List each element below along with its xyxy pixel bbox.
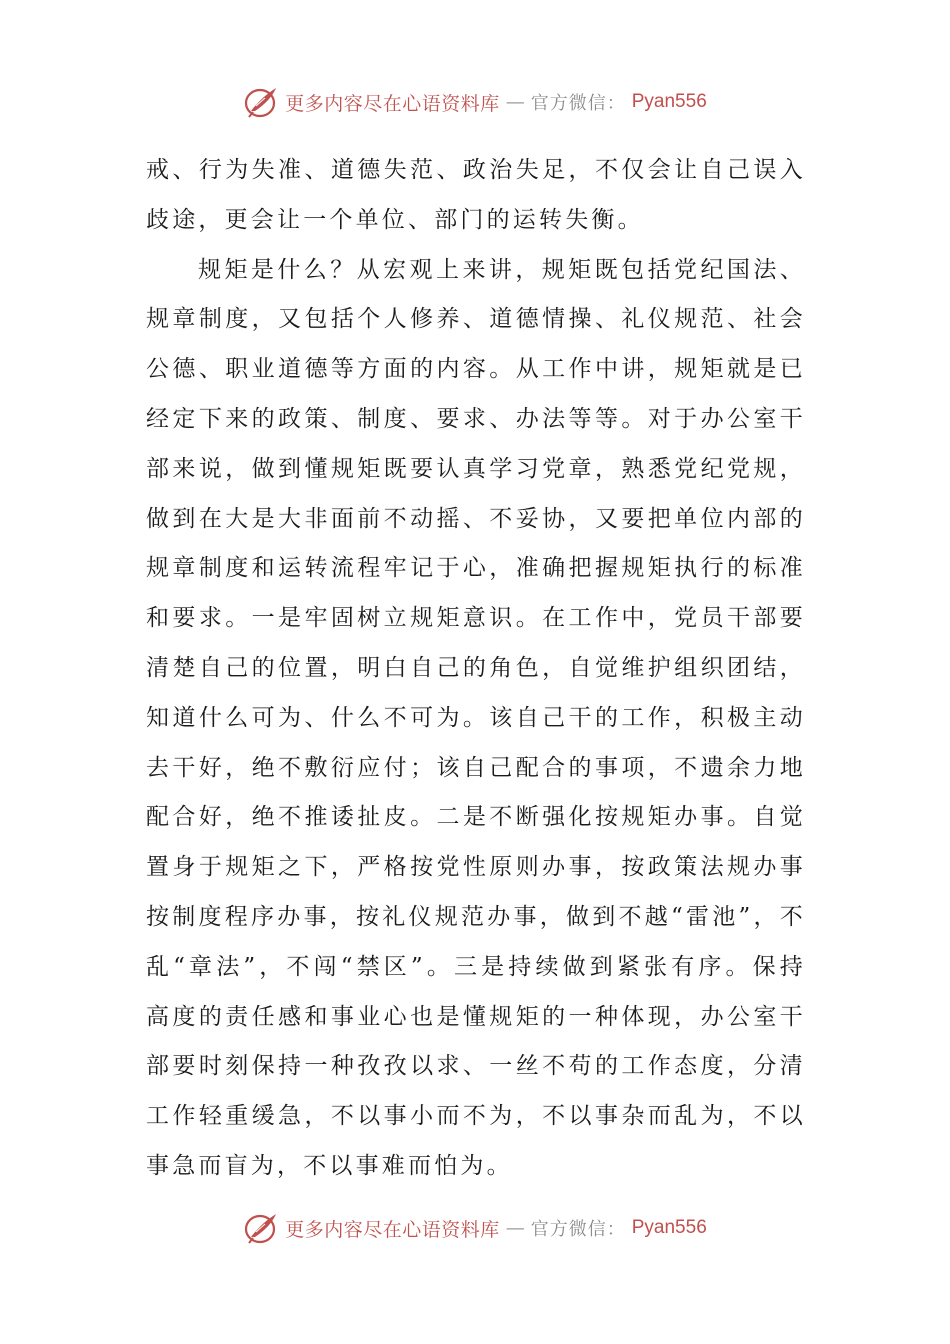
document-body [146,146,806,1192]
banner-dash: — [505,1217,525,1239]
wechat-label: 官方微信： [530,1219,626,1240]
wechat-label: 官方微信： [530,93,626,114]
brand-text: 更多内容尽在心语资料库 [285,1218,500,1241]
banner-dash: — [505,91,525,113]
wechat-id: Pyan556 [631,91,707,112]
quill-pen-logo-icon [243,1211,279,1245]
paragraph-rules: 规矩是什么？从宏观上来讲，规矩既包括党纪国法、规章制度，又包括个人修养、道德情操、礼仪规范、社会公德、职业道德等方面的内容。从工作中讲，规矩就是已经定下来的政策、制度、要求、办法等等。对于办公室干部来说，做到懂规矩既要认真学习党章，熟悉党纪党规，做到在大是大非面前不动摇、不妥协，又要把单位内部的规章制度和运转流程牢记于心，准确把握规矩执行的标准和要求。一是牢固树立规矩意识。在工作中，党员干部要清楚自己的位置，明白自己的角色，自觉维护组织团结，知道什么可为、什么不可为。该自己干的工作，积极主动去干好，绝不敷衍应付；该自己配合的事项，不遗余力地配合好，绝不推诿扯皮。二是不断强化按规矩办事。自觉置身于规矩之下，严格按党性原则办事，按政策法规办事按制度程序办事，按礼仪规范办事，做到不越“雷池”，不乱“章法”，不闯“禁区”。三是持续做到紧张有序。保持高度的责任感和事业心也是懂规矩的一种体现，办公室干部要时刻保持一种孜孜以求、一丝不苟的工作态度，分清工作轻重缓急，不以事小而不为，不以事杂而乱为，不以事急而盲为，不以事难而怕为。 [146,256,806,1179]
paragraph-continued: 戒、行为失准、道德失范、政治失足，不仅会让自己误入歧途，更会让一个单位、部门的运转失衡。 [146,157,806,233]
quill-pen-logo-icon [243,85,279,119]
brand-text: 更多内容尽在心语资料库 [285,92,500,115]
wechat-id: Pyan556 [631,1217,707,1238]
footer-banner [0,1208,950,1248]
header-banner [0,82,950,122]
